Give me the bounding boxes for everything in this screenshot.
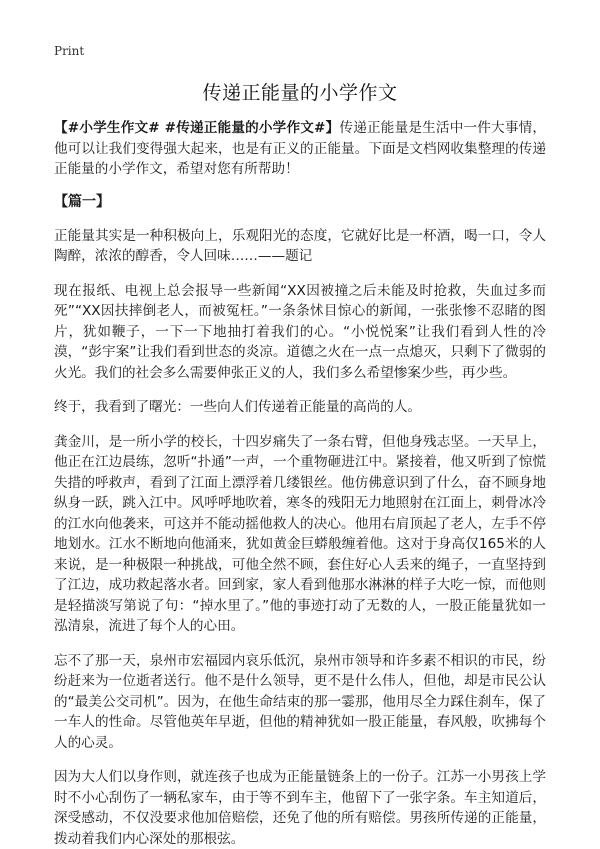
page-title: 传递正能量的小学作文 <box>202 82 398 104</box>
intro-paragraph <box>54 118 546 180</box>
paragraph-boy: 因为大人们以身作则，就连孩子也成为正能量链条上的一份子。江苏一小男孩上学时不小心刮伤了一辆私家车，由于等不到车主，他留下了一张字条。车主知道后，深受感动，不仅没要求他加倍赔偿，还免了他的所有赔偿。男孩所传递的正能量，拨动着我们内心深处的那根弦。 <box>54 769 546 847</box>
paragraph-principal: 龚金川，是一所小学的校长，十四岁痛失了一条右臂，但他身残志坚。一天早上，他正在江边晨练，忽听“扑通”一声，一个重物砸进江中。紧接着，他又听到了惊慌失措的呼救声，看到了江面上漂浮着几缕银丝。他仿佛意识到了什么，奋不顾身地纵身一跃，跳入江中。风呼呼地吹着，寒冬的残阳无力地照射在江面上，刺骨冰冷的江水向他袭来，可这并不能动摇他救人的决心。他用右肩顶起了老人，左手不停地划水。江水不断地向他涌来，犹如黄金巨蟒般缠着他。这对于身高仅165米的人来说，是一种极限一种挑战，可他全然不顾，套住好心人丢来的绳子，一直坚持到了江边，成功救起落水者。回到家，家人看到他那水淋淋的样子大吃一惊，而他则是轻描淡写第说了句：“掉水里了。”他的事迹打动了无数的人，一股正能量犹如一泓清泉，流进了每个人的心田。 <box>54 433 546 634</box>
intro-text: 传递正能量是生活中一件大事情，他可以让我们变得强大起来，也是有正义的正能量。下面是文档网收集整理的传递正能量的小学作文，希望对您有所帮助！ <box>54 120 547 177</box>
paragraph-dawn: 终于，我看到了曙光：一些向人们传递着正能量的高尚的人。 <box>54 399 422 415</box>
article-body <box>54 118 546 849</box>
section-heading: 【篇一】 <box>54 193 110 210</box>
print-label: Print <box>54 44 85 58</box>
paragraph-bus-driver: 忘不了那一天，泉州市宏福园内哀乐低沉，泉州市领导和许多素不相识的市民，纷纷赶来为一位逝者送行。他不是什么领导，更不是什么伟人，但他，却是市民公认的“最美公交司机”。因为，在他生命结束的那一霎那，他用尽全力踩住刹车，保了一车人的性命。尽管他英年早逝，但他的精神犹如一股正能量，春风般，吹拂每个人的心灵。 <box>54 652 546 751</box>
intro-tag: 【#小学生作文# #传递正能量的小学作文#】 <box>54 120 340 136</box>
paragraph-epigraph: 正能量其实是一种积极向上，乐观阳光的态度，它就好比是一杯酒，喝一口，令人陶醉，浓浓的醇香，令人回味……——题记 <box>54 227 546 264</box>
paragraph-news: 现在报纸、电视上总会报导一些新闻“XX因被撞之后未能及时抢救，失血过多而死”“XX因扶摔倒老人，而被冤枉。”一条条怵目惊心的新闻，一张张惨不忍睹的图片，犹如鞭子，一下一下地抽打着我们的心。“小悦悦案”让我们看到人性的冷漠，“彭宇案”让我们看到世态的炎凉。道德之火在一点一点熄灭，只剩下了微弱的火光。我们的社会多么需要伸张正义的人，我们多么希望惨案少些，再少些。 <box>54 282 546 381</box>
